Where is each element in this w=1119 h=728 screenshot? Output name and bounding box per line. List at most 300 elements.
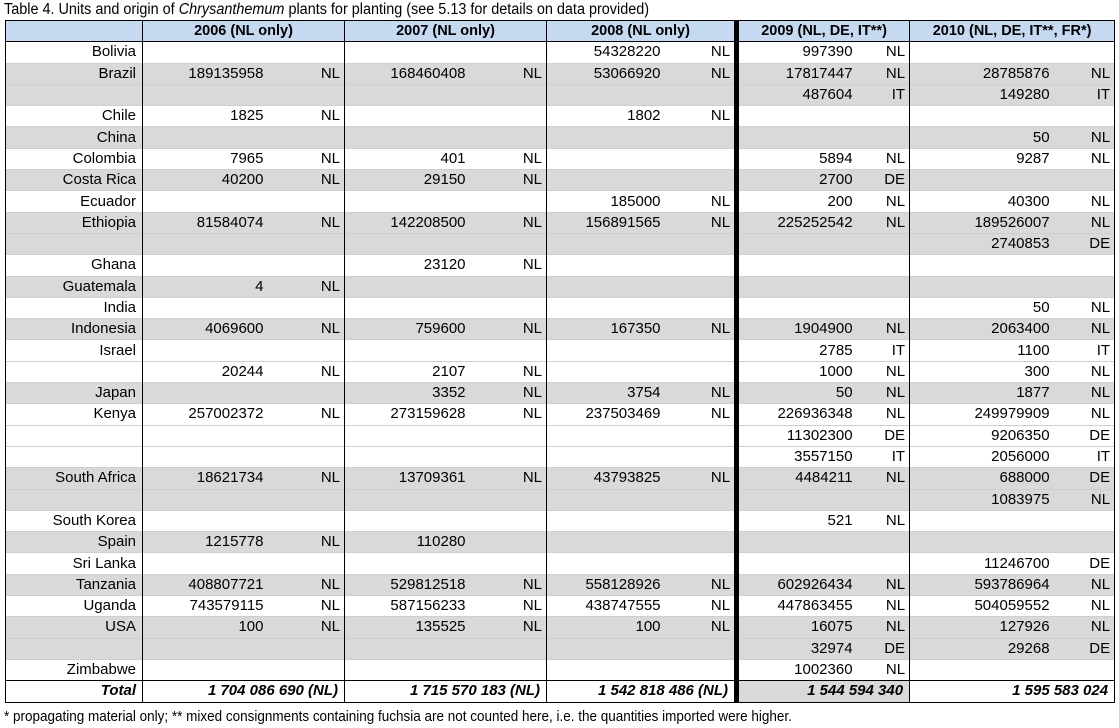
quantity-cell: 135525 xyxy=(345,617,470,638)
origin-cell xyxy=(268,42,345,63)
table-row xyxy=(6,191,1115,212)
quantity-cell: 81584074 xyxy=(143,212,268,233)
quantity-cell xyxy=(547,84,665,105)
origin-cell: NL xyxy=(268,63,345,84)
country-cell: Colombia xyxy=(6,148,143,169)
origin-cell xyxy=(857,489,910,510)
data-table xyxy=(5,20,1115,703)
origin-cell: IT xyxy=(857,340,910,361)
quantity-cell: 18621734 xyxy=(143,468,268,489)
country-cell: Bolivia xyxy=(6,42,143,63)
country-cell: Israel xyxy=(6,340,143,361)
origin-cell xyxy=(857,127,910,148)
quantity-cell: 50 xyxy=(910,127,1054,148)
quantity-cell xyxy=(547,532,665,553)
table-row xyxy=(6,553,1115,574)
quantity-cell xyxy=(345,446,470,467)
origin-cell xyxy=(665,148,737,169)
country-cell: Chile xyxy=(6,106,143,127)
table-row xyxy=(6,659,1115,680)
quantity-cell: 11246700 xyxy=(910,553,1054,574)
origin-cell: NL xyxy=(268,617,345,638)
origin-cell xyxy=(268,446,345,467)
quantity-cell: 300 xyxy=(910,361,1054,382)
quantity-cell: 142208500 xyxy=(345,212,470,233)
origin-cell xyxy=(857,532,910,553)
quantity-cell: 997390 xyxy=(737,42,857,63)
origin-cell xyxy=(665,340,737,361)
origin-cell xyxy=(665,297,737,318)
quantity-cell: 4484211 xyxy=(737,468,857,489)
origin-cell: NL xyxy=(665,404,737,425)
table-row xyxy=(6,446,1115,467)
quantity-cell: 1100 xyxy=(910,340,1054,361)
origin-cell xyxy=(470,510,547,531)
table-row xyxy=(6,404,1115,425)
origin-cell: NL xyxy=(1054,319,1115,340)
quantity-cell xyxy=(547,276,665,297)
quantity-cell xyxy=(547,638,665,659)
country-cell: Uganda xyxy=(6,596,143,617)
quantity-cell xyxy=(547,233,665,254)
country-cell: Sri Lanka xyxy=(6,553,143,574)
quantity-cell xyxy=(345,340,470,361)
origin-cell xyxy=(470,297,547,318)
origin-cell: NL xyxy=(1054,212,1115,233)
total-2008: 1 542 818 486 (NL) xyxy=(547,681,737,702)
quantity-cell: 688000 xyxy=(910,468,1054,489)
quantity-cell: 40300 xyxy=(910,191,1054,212)
quantity-cell xyxy=(345,425,470,446)
quantity-cell: 11302300 xyxy=(737,425,857,446)
quantity-cell xyxy=(547,340,665,361)
country-cell xyxy=(6,489,143,510)
origin-cell xyxy=(268,84,345,105)
quantity-cell xyxy=(910,42,1054,63)
origin-cell: NL xyxy=(470,617,547,638)
origin-cell xyxy=(268,127,345,148)
quantity-cell: 50 xyxy=(910,297,1054,318)
origin-cell xyxy=(857,553,910,574)
quantity-cell xyxy=(737,297,857,318)
quantity-cell xyxy=(143,127,268,148)
quantity-cell xyxy=(910,170,1054,191)
quantity-cell: 9287 xyxy=(910,148,1054,169)
quantity-cell xyxy=(910,276,1054,297)
origin-cell xyxy=(268,510,345,531)
quantity-cell: 100 xyxy=(143,617,268,638)
table-row xyxy=(6,233,1115,254)
table-caption xyxy=(4,1,649,19)
quantity-cell: 185000 xyxy=(547,191,665,212)
origin-cell: DE xyxy=(857,425,910,446)
origin-cell: DE xyxy=(1054,638,1115,659)
origin-cell xyxy=(665,233,737,254)
quantity-cell xyxy=(910,255,1054,276)
table-body xyxy=(6,42,1115,681)
table-row xyxy=(6,340,1115,361)
origin-cell: NL xyxy=(665,42,737,63)
origin-cell: NL xyxy=(1054,489,1115,510)
quantity-cell: 3754 xyxy=(547,383,665,404)
origin-cell xyxy=(470,425,547,446)
quantity-cell xyxy=(547,489,665,510)
origin-cell: NL xyxy=(857,191,910,212)
origin-cell: NL xyxy=(1054,383,1115,404)
quantity-cell: 167350 xyxy=(547,319,665,340)
header-2008: 2008 (NL only) xyxy=(547,21,737,42)
quantity-cell: 20244 xyxy=(143,361,268,382)
quantity-cell: 1083975 xyxy=(910,489,1054,510)
quantity-cell: 447863455 xyxy=(737,596,857,617)
quantity-cell xyxy=(143,255,268,276)
origin-cell: NL xyxy=(857,510,910,531)
country-cell xyxy=(6,233,143,254)
table-row xyxy=(6,84,1115,105)
quantity-cell xyxy=(143,233,268,254)
table-row xyxy=(6,276,1115,297)
origin-cell xyxy=(268,297,345,318)
total-2007: 1 715 570 183 (NL) xyxy=(345,681,547,702)
origin-cell: NL xyxy=(470,255,547,276)
origin-cell xyxy=(470,532,547,553)
origin-cell xyxy=(470,84,547,105)
quantity-cell xyxy=(547,510,665,531)
quantity-cell xyxy=(547,446,665,467)
total-row xyxy=(6,681,1115,702)
quantity-cell xyxy=(143,659,268,680)
origin-cell: DE xyxy=(857,638,910,659)
country-cell xyxy=(6,446,143,467)
quantity-cell: 521 xyxy=(737,510,857,531)
country-cell: Costa Rica xyxy=(6,170,143,191)
quantity-cell xyxy=(345,233,470,254)
country-cell xyxy=(6,361,143,382)
quantity-cell xyxy=(737,532,857,553)
quantity-cell xyxy=(345,106,470,127)
quantity-cell xyxy=(737,233,857,254)
quantity-cell: 2785 xyxy=(737,340,857,361)
quantity-cell xyxy=(737,127,857,148)
table-row xyxy=(6,127,1115,148)
country-cell xyxy=(6,425,143,446)
origin-cell: DE xyxy=(1054,553,1115,574)
origin-cell: NL xyxy=(857,659,910,680)
quantity-cell: 3352 xyxy=(345,383,470,404)
quantity-cell: 529812518 xyxy=(345,574,470,595)
origin-cell xyxy=(1054,659,1115,680)
quantity-cell xyxy=(143,489,268,510)
quantity-cell: 40200 xyxy=(143,170,268,191)
origin-cell xyxy=(470,276,547,297)
table-footnote: * propagating material only; ** mixed consignments containing fuchsia are not counted here, i.e. the quantities imported were higher. xyxy=(4,709,792,725)
quantity-cell: 2107 xyxy=(345,361,470,382)
origin-cell: NL xyxy=(1054,574,1115,595)
quantity-cell: 602926434 xyxy=(737,574,857,595)
quantity-cell: 100 xyxy=(547,617,665,638)
origin-cell: NL xyxy=(268,106,345,127)
origin-cell: NL xyxy=(1054,127,1115,148)
quantity-cell: 1000 xyxy=(737,361,857,382)
quantity-cell: 273159628 xyxy=(345,404,470,425)
origin-cell xyxy=(665,170,737,191)
table-row xyxy=(6,170,1115,191)
country-cell: Zimbabwe xyxy=(6,659,143,680)
origin-cell: NL xyxy=(470,212,547,233)
origin-cell: IT xyxy=(1054,84,1115,105)
quantity-cell: 558128926 xyxy=(547,574,665,595)
quantity-cell: 408807721 xyxy=(143,574,268,595)
origin-cell: NL xyxy=(665,191,737,212)
origin-cell: NL xyxy=(857,468,910,489)
country-cell: Brazil xyxy=(6,63,143,84)
origin-cell: DE xyxy=(1054,425,1115,446)
origin-cell: IT xyxy=(857,84,910,105)
header-2007: 2007 (NL only) xyxy=(345,21,547,42)
quantity-cell xyxy=(910,532,1054,553)
origin-cell: NL xyxy=(857,148,910,169)
quantity-cell: 759600 xyxy=(345,319,470,340)
quantity-cell: 168460408 xyxy=(345,63,470,84)
table-row xyxy=(6,489,1115,510)
origin-cell: NL xyxy=(1054,297,1115,318)
origin-cell: NL xyxy=(268,170,345,191)
header-2006: 2006 (NL only) xyxy=(143,21,345,42)
origin-cell xyxy=(857,255,910,276)
origin-cell: NL xyxy=(1054,617,1115,638)
quantity-cell xyxy=(143,553,268,574)
quantity-cell xyxy=(143,638,268,659)
table-row xyxy=(6,255,1115,276)
origin-cell xyxy=(665,127,737,148)
origin-cell: NL xyxy=(665,596,737,617)
quantity-cell: 1825 xyxy=(143,106,268,127)
header-2009: 2009 (NL, DE, IT**) xyxy=(737,21,910,42)
quantity-cell: 9206350 xyxy=(910,425,1054,446)
quantity-cell: 110280 xyxy=(345,532,470,553)
quantity-cell: 4 xyxy=(143,276,268,297)
country-cell: Kenya xyxy=(6,404,143,425)
origin-cell: NL xyxy=(665,63,737,84)
origin-cell xyxy=(470,446,547,467)
origin-cell xyxy=(268,553,345,574)
quantity-cell xyxy=(143,340,268,361)
quantity-cell xyxy=(345,489,470,510)
origin-cell: NL xyxy=(470,574,547,595)
quantity-cell: 1802 xyxy=(547,106,665,127)
origin-cell: NL xyxy=(857,42,910,63)
origin-cell: NL xyxy=(857,63,910,84)
origin-cell xyxy=(268,191,345,212)
quantity-cell xyxy=(547,659,665,680)
caption-prefix: Table 4. Units and origin of xyxy=(4,1,179,18)
origin-cell xyxy=(470,233,547,254)
origin-cell xyxy=(857,276,910,297)
origin-cell xyxy=(470,340,547,361)
table-row xyxy=(6,574,1115,595)
country-cell xyxy=(6,84,143,105)
origin-cell: NL xyxy=(268,596,345,617)
header-country xyxy=(6,21,143,42)
origin-cell xyxy=(268,255,345,276)
quantity-cell xyxy=(547,127,665,148)
origin-cell: DE xyxy=(857,170,910,191)
quantity-cell: 23120 xyxy=(345,255,470,276)
country-cell: China xyxy=(6,127,143,148)
origin-cell: NL xyxy=(857,361,910,382)
origin-cell: NL xyxy=(665,383,737,404)
country-cell: Spain xyxy=(6,532,143,553)
quantity-cell xyxy=(143,191,268,212)
total-label: Total xyxy=(6,681,143,702)
origin-cell: NL xyxy=(268,361,345,382)
origin-cell xyxy=(665,553,737,574)
origin-cell: IT xyxy=(1054,340,1115,361)
quantity-cell: 587156233 xyxy=(345,596,470,617)
quantity-cell xyxy=(910,659,1054,680)
table-row xyxy=(6,212,1115,233)
quantity-cell xyxy=(547,255,665,276)
quantity-cell: 226936348 xyxy=(737,404,857,425)
quantity-cell: 593786964 xyxy=(910,574,1054,595)
origin-cell: NL xyxy=(470,148,547,169)
country-cell: USA xyxy=(6,617,143,638)
quantity-cell: 1877 xyxy=(910,383,1054,404)
table-row xyxy=(6,42,1115,63)
origin-cell xyxy=(1054,255,1115,276)
table-row xyxy=(6,297,1115,318)
country-cell: Guatemala xyxy=(6,276,143,297)
quantity-cell: 401 xyxy=(345,148,470,169)
country-cell: Japan xyxy=(6,383,143,404)
origin-cell: NL xyxy=(268,212,345,233)
origin-cell: NL xyxy=(470,63,547,84)
quantity-cell: 13709361 xyxy=(345,468,470,489)
table-row xyxy=(6,468,1115,489)
table-row xyxy=(6,148,1115,169)
table-row xyxy=(6,106,1115,127)
quantity-cell xyxy=(737,553,857,574)
quantity-cell: 2700 xyxy=(737,170,857,191)
origin-cell xyxy=(1054,106,1115,127)
origin-cell: NL xyxy=(268,319,345,340)
origin-cell: NL xyxy=(1054,63,1115,84)
country-cell: Indonesia xyxy=(6,319,143,340)
quantity-cell: 2056000 xyxy=(910,446,1054,467)
origin-cell: NL xyxy=(857,212,910,233)
origin-cell: NL xyxy=(268,468,345,489)
total-2009: 1 544 594 340 xyxy=(737,681,910,702)
origin-cell: NL xyxy=(470,361,547,382)
origin-cell xyxy=(665,510,737,531)
origin-cell xyxy=(268,340,345,361)
quantity-cell: 237503469 xyxy=(547,404,665,425)
quantity-cell xyxy=(345,297,470,318)
origin-cell xyxy=(268,489,345,510)
table-row xyxy=(6,319,1115,340)
origin-cell xyxy=(268,383,345,404)
origin-cell: NL xyxy=(268,148,345,169)
quantity-cell: 1002360 xyxy=(737,659,857,680)
quantity-cell: 257002372 xyxy=(143,404,268,425)
quantity-cell xyxy=(737,255,857,276)
table-row xyxy=(6,617,1115,638)
origin-cell xyxy=(665,489,737,510)
quantity-cell: 225252542 xyxy=(737,212,857,233)
quantity-cell xyxy=(547,170,665,191)
quantity-cell xyxy=(143,425,268,446)
origin-cell xyxy=(857,297,910,318)
origin-cell xyxy=(268,638,345,659)
origin-cell: NL xyxy=(1054,596,1115,617)
origin-cell: NL xyxy=(470,383,547,404)
origin-cell xyxy=(1054,42,1115,63)
origin-cell xyxy=(1054,532,1115,553)
quantity-cell: 29268 xyxy=(910,638,1054,659)
origin-cell: NL xyxy=(1054,404,1115,425)
quantity-cell xyxy=(143,383,268,404)
quantity-cell xyxy=(910,106,1054,127)
quantity-cell: 17817447 xyxy=(737,63,857,84)
origin-cell xyxy=(470,659,547,680)
origin-cell xyxy=(665,659,737,680)
quantity-cell: 487604 xyxy=(737,84,857,105)
quantity-cell xyxy=(737,489,857,510)
quantity-cell: 2063400 xyxy=(910,319,1054,340)
origin-cell: NL xyxy=(665,319,737,340)
origin-cell: NL xyxy=(665,106,737,127)
quantity-cell: 16075 xyxy=(737,617,857,638)
quantity-cell xyxy=(345,127,470,148)
origin-cell xyxy=(470,489,547,510)
origin-cell: NL xyxy=(665,212,737,233)
caption-italic: Chrysanthemum xyxy=(178,1,285,18)
origin-cell xyxy=(665,638,737,659)
quantity-cell xyxy=(143,510,268,531)
origin-cell: DE xyxy=(1054,233,1115,254)
table-row xyxy=(6,63,1115,84)
quantity-cell xyxy=(345,191,470,212)
country-cell: Tanzania xyxy=(6,574,143,595)
quantity-cell xyxy=(345,84,470,105)
header-row xyxy=(6,21,1115,42)
origin-cell xyxy=(268,233,345,254)
origin-cell: NL xyxy=(1054,191,1115,212)
country-cell xyxy=(6,638,143,659)
quantity-cell xyxy=(345,553,470,574)
country-cell: India xyxy=(6,297,143,318)
origin-cell: NL xyxy=(857,319,910,340)
origin-cell xyxy=(665,425,737,446)
origin-cell xyxy=(470,638,547,659)
quantity-cell: 189526007 xyxy=(910,212,1054,233)
quantity-cell: 504059552 xyxy=(910,596,1054,617)
quantity-cell xyxy=(143,84,268,105)
origin-cell xyxy=(857,233,910,254)
origin-cell: IT xyxy=(857,446,910,467)
table-row xyxy=(6,532,1115,553)
quantity-cell: 54328220 xyxy=(547,42,665,63)
origin-cell xyxy=(665,276,737,297)
quantity-cell xyxy=(547,553,665,574)
origin-cell: NL xyxy=(470,404,547,425)
caption-suffix: plants for planting (see 5.13 for details on data provided) xyxy=(284,1,650,18)
quantity-cell xyxy=(910,510,1054,531)
country-cell: Ethiopia xyxy=(6,212,143,233)
origin-cell xyxy=(857,106,910,127)
quantity-cell xyxy=(345,510,470,531)
quantity-cell: 53066920 xyxy=(547,63,665,84)
